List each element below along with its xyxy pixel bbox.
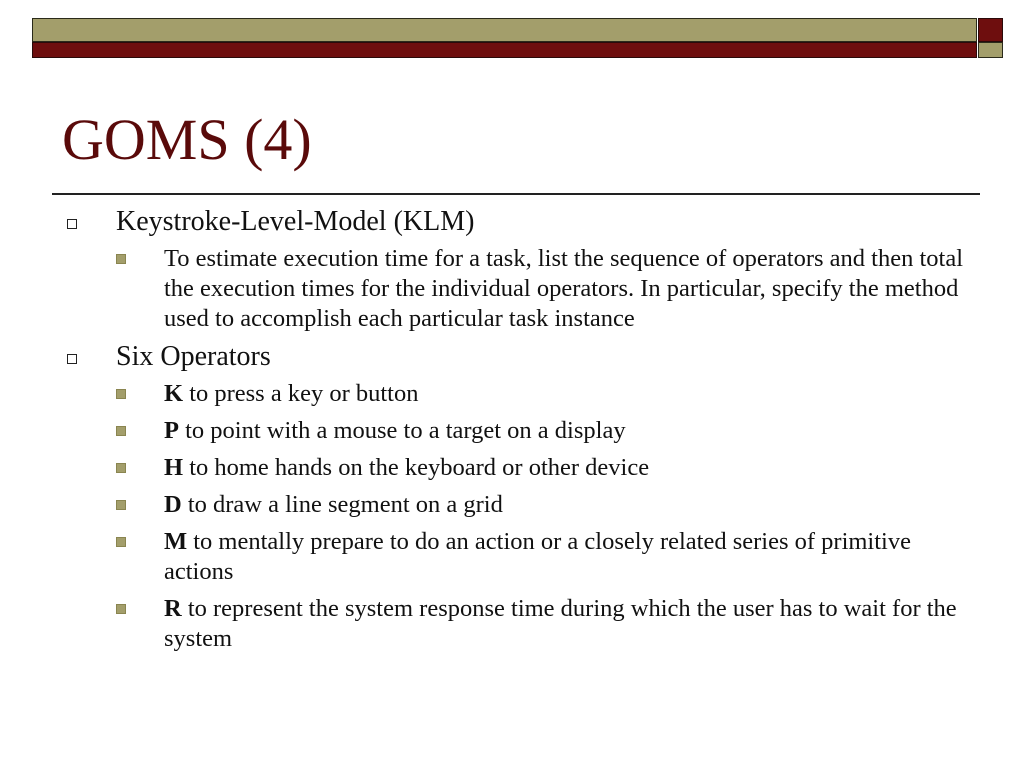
- filled-square-bullet-icon: [116, 604, 126, 614]
- hollow-square-bullet-icon: [67, 219, 77, 229]
- operator-description: to represent the system response time during which the user has to wait for the system: [164, 595, 957, 652]
- operator-key: R: [164, 595, 182, 622]
- header-bar-maroon: [32, 42, 977, 58]
- header-square-olive: [978, 42, 1003, 58]
- filled-square-bullet-icon: [116, 389, 126, 399]
- bullet-text: Keystroke-Level-Model (KLM): [116, 206, 475, 237]
- operator-key: D: [164, 491, 182, 518]
- operator-description: to home hands on the keyboard or other device: [183, 454, 650, 481]
- operator-list: [116, 379, 980, 654]
- operator-h: [116, 453, 980, 483]
- operator-key: K: [164, 380, 184, 407]
- filled-square-bullet-icon: [116, 463, 126, 473]
- slide-body: [60, 206, 980, 661]
- filled-square-bullet-icon: [116, 254, 126, 264]
- operator-m: [116, 527, 980, 587]
- header-square-maroon: [978, 18, 1003, 42]
- header-bar-olive: [32, 18, 977, 42]
- filled-square-bullet-icon: [116, 426, 126, 436]
- operator-d: [116, 490, 980, 520]
- bullet-klm: [60, 206, 980, 334]
- operator-k: [116, 379, 980, 409]
- operator-key: M: [164, 528, 188, 555]
- bullet-text: Six Operators: [116, 341, 271, 372]
- operator-r: [116, 594, 980, 654]
- filled-square-bullet-icon: [116, 537, 126, 547]
- operator-description: to draw a line segment on a grid: [181, 491, 503, 518]
- sub-bullet-klm-description: [116, 244, 980, 334]
- sub-bullet-list: [116, 244, 980, 334]
- hollow-square-bullet-icon: [67, 354, 77, 364]
- bullet-six-operators: [60, 341, 980, 654]
- operator-key: H: [164, 454, 184, 481]
- filled-square-bullet-icon: [116, 500, 126, 510]
- slide-title: GOMS (4): [62, 107, 312, 172]
- bullet-list: [60, 206, 980, 654]
- operator-description: to mentally prepare to do an action or a closely related series of primitive actions: [164, 528, 911, 585]
- operator-description: to press a key or button: [183, 380, 419, 407]
- title-divider: [52, 193, 980, 195]
- operator-p: [116, 416, 980, 446]
- sub-bullet-text: To estimate execution time for a task, list the sequence of operators and then total the execution times for the individual operators. In particular, specify the method used to accomplish each particular task instance: [164, 245, 964, 332]
- operator-key: P: [164, 417, 179, 444]
- operator-description: to point with a mouse to a target on a display: [178, 417, 626, 444]
